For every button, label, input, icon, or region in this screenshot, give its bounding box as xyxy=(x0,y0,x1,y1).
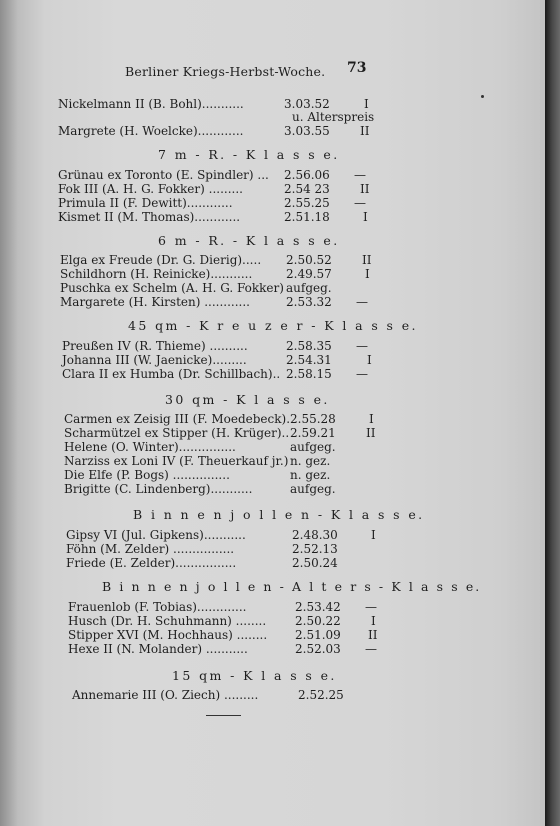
entry-row xyxy=(58,168,378,182)
entry-name: Scharmützel ex Stipper (H. Krüger).. xyxy=(64,426,290,440)
entry-row xyxy=(64,426,384,440)
entry-time: 2.50.52 xyxy=(286,253,332,267)
entry-placing: I xyxy=(371,614,376,628)
entry-time: 2.54 23 xyxy=(284,182,330,196)
entry-name: Margrete (H. Woelcke)............ xyxy=(58,124,244,138)
entry-row xyxy=(58,210,378,224)
entry-placing: — xyxy=(356,295,368,309)
entry-row xyxy=(68,642,388,656)
entry-placing: — xyxy=(356,367,368,381)
entry-time: 2.55.28 xyxy=(290,412,336,426)
entry-name: Elga ex Freude (Dr. G. Dierig)..... xyxy=(60,253,262,267)
entry-name: Kismet II (M. Thomas)............ xyxy=(58,210,241,224)
entry-placing: II xyxy=(360,182,370,196)
entry-row xyxy=(64,412,384,426)
entry-time: 2.51.18 xyxy=(284,210,330,224)
entry-name: Die Elfe (P. Bogs) ............... xyxy=(64,468,230,482)
entry-row xyxy=(62,367,382,381)
entry-time: 3.03.52 xyxy=(284,97,330,111)
section-heading: 7 m - R. - K l a s s e. xyxy=(158,147,340,162)
entry-time: 2.52.03 xyxy=(295,642,341,656)
entry-name: Schildhorn (H. Reinicke)........... xyxy=(60,267,253,281)
entry-placing: II xyxy=(366,426,376,440)
entry-placing: — xyxy=(356,339,368,353)
entry-time: 2.50.22 xyxy=(295,614,341,628)
entry-row xyxy=(66,542,386,556)
entry-row xyxy=(66,556,386,570)
entry-name: Föhn (M. Zelder) ................ xyxy=(66,542,235,556)
entry-row xyxy=(60,267,380,281)
entry-row xyxy=(66,528,386,542)
entry-time: 2.58.15 xyxy=(286,367,332,381)
entry-placing: — xyxy=(365,600,377,614)
book-spine xyxy=(545,0,560,826)
section-heading: B i n n e n j o l l e n - K l a s s e. xyxy=(133,507,425,522)
entry-name: Puschka ex Schelm (A. H. G. Fokker) xyxy=(60,281,284,295)
entry-name: Hexe II (N. Molander) ........... xyxy=(68,642,248,656)
entry-row xyxy=(62,339,382,353)
entry-row xyxy=(68,600,388,614)
entry-row xyxy=(58,196,378,210)
entry-row xyxy=(68,628,388,642)
entry-row xyxy=(64,482,384,496)
entry-time: 2.53.42 xyxy=(295,600,341,614)
entry-placing: — xyxy=(354,168,366,182)
entry-name: Grünau ex Toronto (E. Spindler) ... xyxy=(58,168,269,182)
paper-speck xyxy=(481,95,484,98)
entry-name: Preußen IV (R. Thieme) .......... xyxy=(62,339,248,353)
entry-name: Primula II (F. Dewitt)............ xyxy=(58,196,233,210)
section-heading: 15 qm - K l a s s e. xyxy=(172,668,337,683)
section-heading: 30 qm - K l a s s e. xyxy=(165,392,330,407)
running-title: Berliner Kriegs-Herbst-Woche. xyxy=(125,64,326,79)
entry-row xyxy=(60,281,380,295)
entry-name: Clara II ex Humba (Dr. Schillbach).. xyxy=(62,367,281,381)
entry-placing: II xyxy=(362,253,372,267)
entry-name: Johanna III (W. Jaenicke)......... xyxy=(62,353,247,367)
entry-time: 2.59.21 xyxy=(290,426,336,440)
entry-placing: I xyxy=(369,412,374,426)
entry-time: 2.54.31 xyxy=(286,353,332,367)
entry-name: Annemarie III (O. Ziech) ......... xyxy=(72,688,259,702)
entry-row xyxy=(60,253,380,267)
entry-placing: — xyxy=(354,196,366,210)
section-heading: 6 m - R. - K l a s s e. xyxy=(158,233,340,248)
entry-placing: II xyxy=(368,628,378,642)
entry-row xyxy=(58,124,378,138)
entry-name: Helene (O. Winter)............... xyxy=(64,440,236,454)
entry-note: u. Alterspreis xyxy=(292,110,375,124)
entry-name: Frauenlob (F. Tobias)............. xyxy=(68,600,247,614)
entry-time: 2.58.35 xyxy=(286,339,332,353)
entry-name: Husch (Dr. H. Schuhmann) ........ xyxy=(68,614,267,628)
entry-placing: I xyxy=(363,210,368,224)
entry-time: 2.49.57 xyxy=(286,267,332,281)
entry-time: 3.03.55 xyxy=(284,124,330,138)
entry-name: Carmen ex Zeisig III (F. Moedebeck). xyxy=(64,412,291,426)
entry-placing: — xyxy=(365,642,377,656)
entry-row xyxy=(62,353,382,367)
entry-row xyxy=(58,182,378,196)
entry-time: 2.52.25 xyxy=(298,688,344,702)
entry-name: Brigitte (C. Lindenberg)........... xyxy=(64,482,253,496)
entry-row xyxy=(64,468,384,482)
entry-name: Nickelmann II (B. Bohl)........... xyxy=(58,97,244,111)
entry-name: Stipper XVI (M. Hochhaus) ........ xyxy=(68,628,268,642)
entry-placing: I xyxy=(367,353,372,367)
entry-row xyxy=(64,440,384,454)
entry-placing: I xyxy=(364,97,369,111)
entry-row xyxy=(64,454,384,468)
entry-row xyxy=(72,688,392,702)
entry-time: n. gez. xyxy=(290,468,331,482)
entry-time: aufgeg. xyxy=(290,440,336,454)
entry-time: 2.56.06 xyxy=(284,168,330,182)
entry-placing: I xyxy=(365,267,370,281)
entry-time: 2.52.13 xyxy=(292,542,338,556)
page-number: 73 xyxy=(347,60,367,76)
entry-time: aufgeg. xyxy=(290,482,336,496)
entry-name: Fok III (A. H. G. Fokker) ......... xyxy=(58,182,243,196)
entry-placing: I xyxy=(371,528,376,542)
entry-time: 2.50.24 xyxy=(292,556,338,570)
entry-name: Friede (E. Zelder)................ xyxy=(66,556,237,570)
entry-row xyxy=(60,295,380,309)
section-heading: B i n n e n j o l l e n - A l t e r s - K l a s s e. xyxy=(102,579,482,594)
section-heading: 45 qm - K r e u z e r - K l a s s e. xyxy=(128,318,418,333)
entry-time: n. gez. xyxy=(290,454,331,468)
entry-row xyxy=(58,97,378,111)
closing-rule xyxy=(206,715,241,716)
entry-row xyxy=(68,614,388,628)
entry-name: Narziss ex Loni IV (F. Theuerkauf jr.) xyxy=(64,454,289,468)
entry-time: 2.55.25 xyxy=(284,196,330,210)
entry-time: 2.53.32 xyxy=(286,295,332,309)
entry-time: aufgeg. xyxy=(286,281,332,295)
entry-placing: II xyxy=(360,124,370,138)
entry-time: 2.51.09 xyxy=(295,628,341,642)
entry-time: 2.48.30 xyxy=(292,528,338,542)
entry-name: Margarete (H. Kirsten) ............ xyxy=(60,295,250,309)
entry-name: Gipsy VI (Jul. Gipkens)........... xyxy=(66,528,246,542)
